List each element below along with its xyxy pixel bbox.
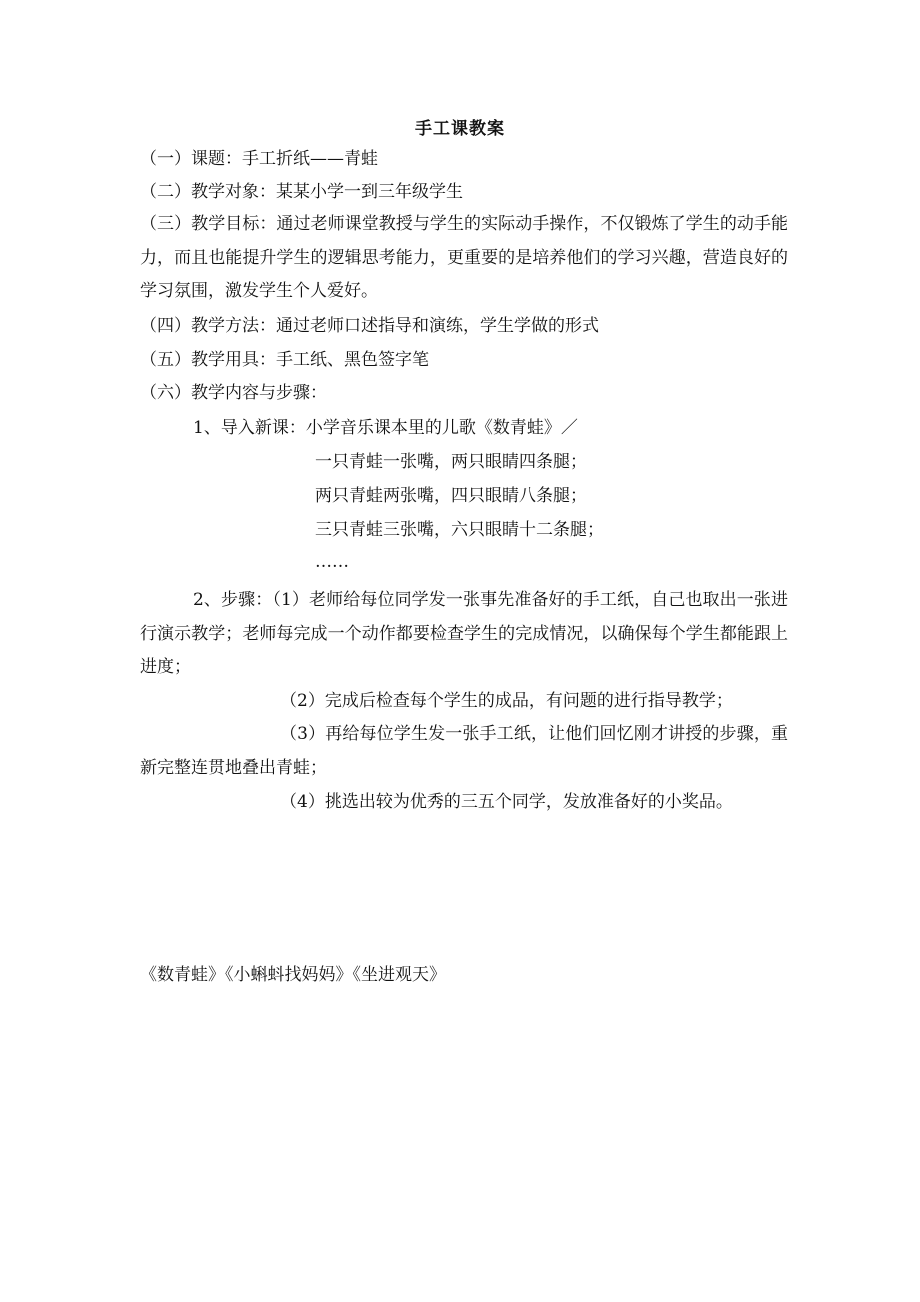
song-line: 两只青蛙两张嘴，四只眼睛八条腿； — [315, 486, 587, 506]
step-4: （4）挑选出较为优秀的三五个同学，发放准备好的小奖品。 — [280, 792, 733, 812]
song-line: 一只青蛙一张嘴，两只眼睛四条腿； — [315, 452, 587, 472]
section-goal: （三）教学目标：通过老师课堂教授与学生的实际动手操作，不仅锻炼了学生的动手能力，而且也能提升学生的逻辑思考能力，更重要的是培养他们的学习兴趣，营造良好的学习氛围，激发学生个人爱好。 — [140, 214, 788, 301]
step-2: （2）完成后检查每个学生的成品，有问题的进行指导教学； — [280, 691, 733, 711]
footer-note: 《数青蛙》《小蝌蚪找妈妈》《坐进观天》 — [140, 965, 446, 985]
step-3: （3）再给每位学生发一张手工纸，让他们回忆刚才讲授的步骤，重新完整连贯地叠出青蛙； — [140, 724, 788, 778]
section-topic: （一）课题：手工折纸——青蛙 — [140, 149, 378, 169]
page-title: 手工课教案 — [415, 119, 505, 139]
section-audience: （二）教学对象：某某小学一到三年级学生 — [140, 182, 463, 202]
section-method: （四）教学方法：通过老师口述指导和演练，学生学做的形式 — [140, 316, 599, 336]
song-ellipsis: …… — [315, 552, 349, 572]
section-content-heading: （六）教学内容与步骤： — [140, 383, 327, 403]
song-line: 三只青蛙三张嘴，六只眼睛十二条腿； — [315, 520, 604, 540]
step-1: 2、步骤：（1）老师给每位同学发一张事先准备好的手工纸，自己也取出一张进行演示教学；老师每完成一个动作都要检查学生的完成情况，以确保每个学生都能跟上进度； — [140, 590, 788, 677]
intro-label: 1、导入新课：小学音乐课本里的儿歌《数青蛙》／ — [193, 418, 578, 438]
section-tools: （五）教学用具：手工纸、黑色签字笔 — [140, 350, 429, 370]
